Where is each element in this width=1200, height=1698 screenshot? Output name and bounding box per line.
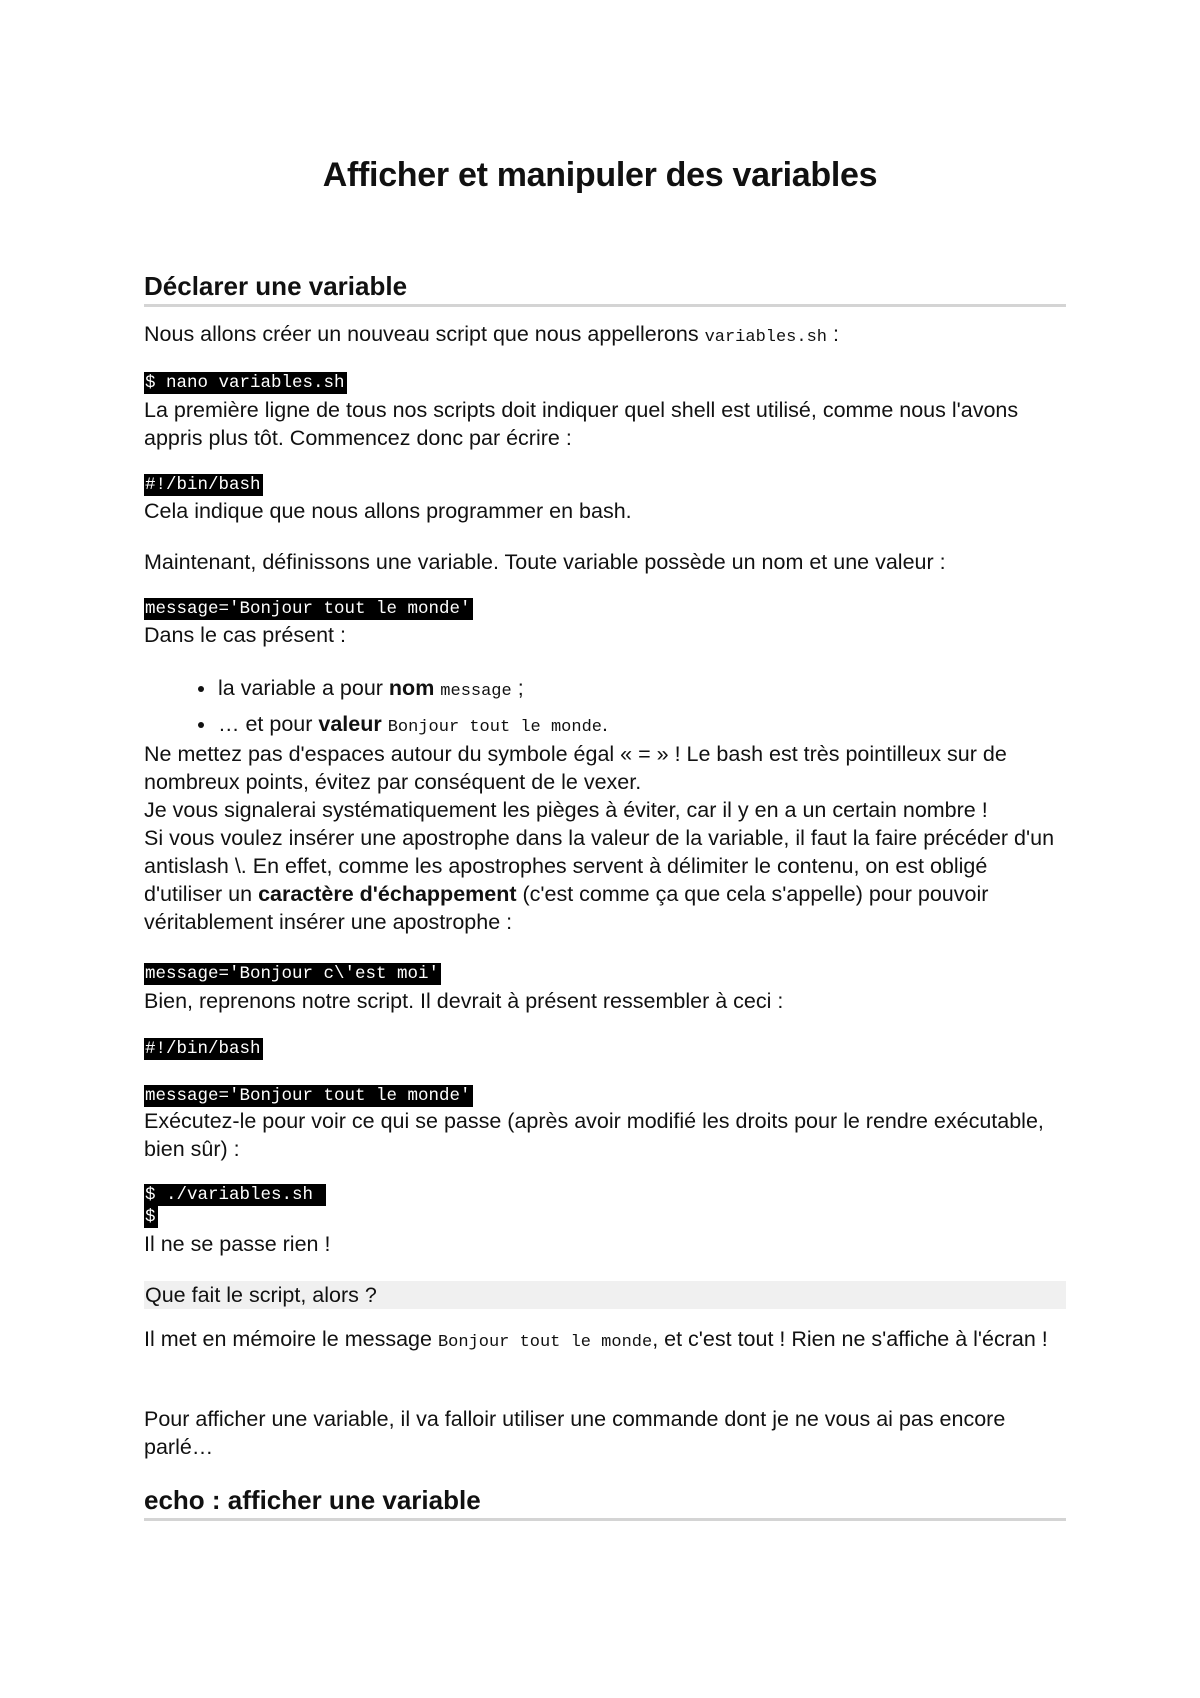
paragraph-no-spaces: Ne mettez pas d'espaces autour du symbole égal « = » ! Le bash est très pointilleux sur de nombreux points, évitez par conséquent de le vexer.: [144, 742, 1007, 794]
inline-code-filename: variables.sh: [704, 328, 827, 347]
callout-question: Que fait le script, alors ?: [144, 1281, 1066, 1309]
code-run-line-1: $ ./variables.sh: [145, 1185, 324, 1205]
section-declare: [144, 270, 1066, 307]
section-echo: [144, 1484, 1066, 1521]
paragraph-intro: [144, 320, 1066, 352]
paragraph-define-variable: Maintenant, définissons une variable. Toute variable possède un nom et une valeur :: [144, 550, 946, 574]
code-nano-command: $ nano variables.sh: [145, 373, 345, 393]
code-shebang: #!/bin/bash: [145, 475, 261, 495]
paragraph-escape: Si vous voulez insérer une apostrophe dans la valeur de la variable, il faut la faire précéder d'un antislash \. En effet, comme les apostrophes servent à délimiter le contenu, on est obligé d'utiliser un caractère d'échappement (c'est comme ça que cela s'appelle) pour pouvoir véritablement insérer une apostrophe :: [144, 826, 1055, 934]
paragraph-pitfalls: Je vous signalerai systématiquement les pièges à éviter, car il y en a un certain nombre !: [144, 798, 988, 822]
code-script-line-2: message='Bonjour tout le monde': [145, 1086, 471, 1106]
bullet-list: [144, 672, 1066, 744]
paragraph-display-variable: Pour afficher une variable, il va falloir utiliser une commande dont je ne vous ai pas encore parlé…: [144, 1407, 1006, 1459]
section-heading-echo: echo : afficher une variable: [144, 1484, 1066, 1521]
paragraph-bash: Cela indique que nous allons programmer en bash.: [144, 499, 632, 523]
paragraph-intro-tail: :: [826, 322, 839, 346]
code-assign-message: message='Bonjour tout le monde': [145, 599, 471, 619]
code-run-line-2: $: [145, 1207, 156, 1227]
code-script-line-1: #!/bin/bash: [145, 1039, 261, 1059]
list-item: • la variable a pour nom message ;: [217, 672, 1066, 708]
paragraph-execute: Exécutez-le pour voir ce qui se passe (après avoir modifié les droits pour le rendre exécutable, bien sûr) :: [144, 1109, 1044, 1161]
paragraph-shell-line: La première ligne de tous nos scripts doit indiquer quel shell est utilisé, comme nous l'avons appris plus tôt. Commencez donc par écrire :: [144, 398, 1019, 450]
list-item: • … et pour valeur Bonjour tout le monde.: [217, 708, 1066, 744]
paragraph-resume-script: Bien, reprenons notre script. Il devrait à présent ressembler à ceci :: [144, 989, 784, 1013]
paragraph-nothing-happens: Il ne se passe rien !: [144, 1232, 331, 1256]
paragraph-intro-text: Nous allons créer un nouveau script que nous appellerons: [144, 322, 699, 346]
code-escape-example: message='Bonjour c\'est moi': [145, 964, 440, 984]
page-title: Afficher et manipuler des variables: [322, 156, 878, 194]
paragraph-case: Dans le cas présent :: [144, 623, 346, 647]
section-heading-declare: Déclarer une variable: [144, 270, 1066, 307]
paragraph-memory: Il met en mémoire le message Bonjour tout le monde, et c'est tout ! Rien ne s'affiche à l'écran !: [144, 1327, 1048, 1352]
